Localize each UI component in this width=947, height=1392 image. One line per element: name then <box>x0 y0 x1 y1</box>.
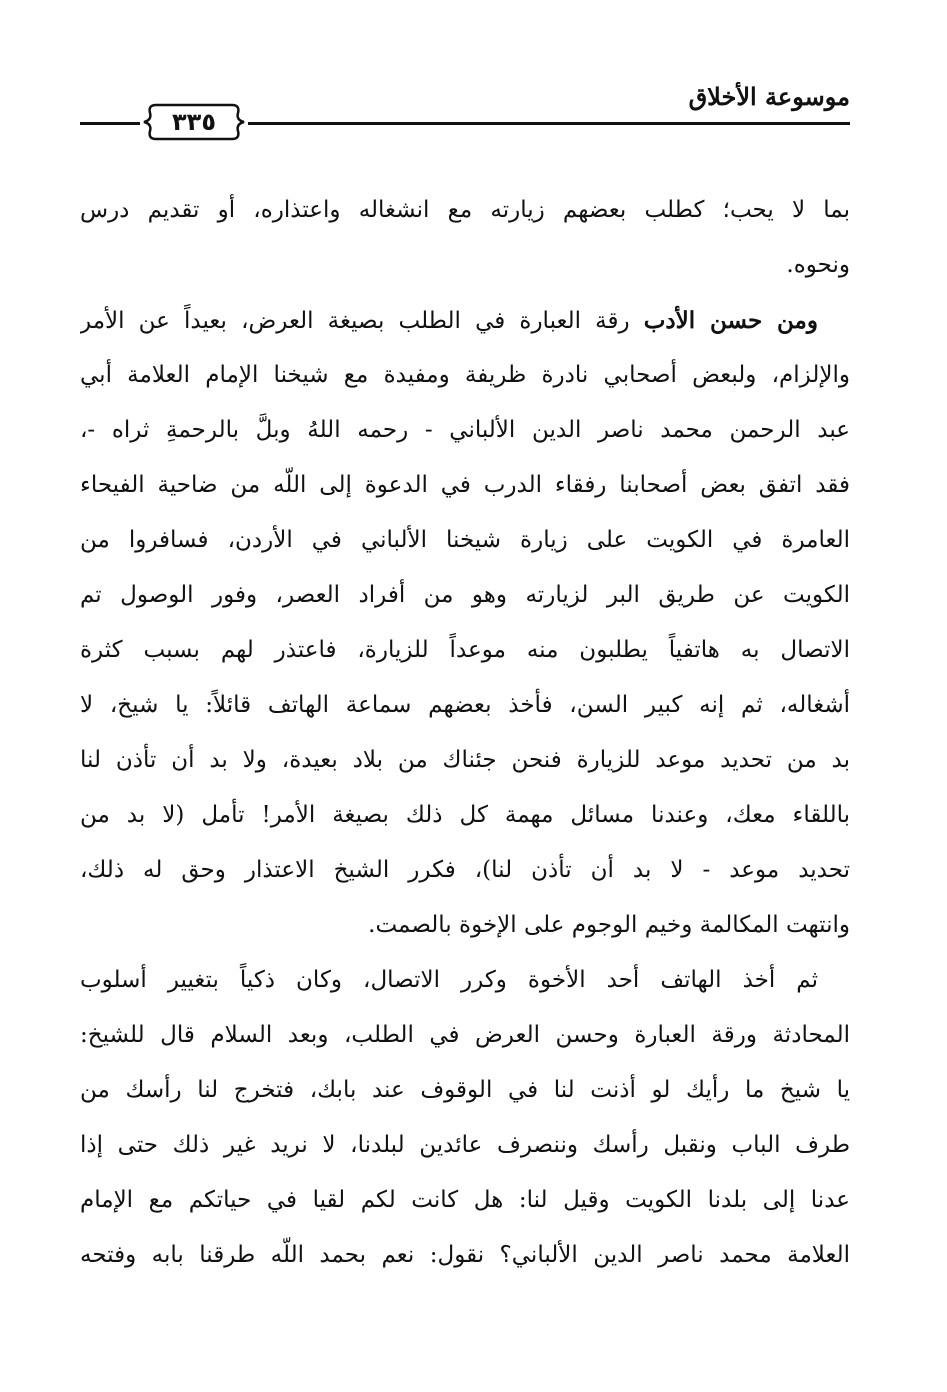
text-line: طرف الباب ونقبل رأسك وننصرف عائدين لبلدنا، لا نريد غير ذلك حتى إذا <box>80 1132 850 1158</box>
text-line: وانتهت المكالمة وخيم الوجوم على الإخوة بالصمت. <box>368 912 850 938</box>
header-rule-left <box>80 122 140 125</box>
text-line: الكويت عن طريق البر لزيارته وهو من أفراد العصر، وفور الوصول تم <box>80 582 850 608</box>
page-number: ٣٣٥ <box>172 108 216 136</box>
text-line <box>80 293 850 348</box>
text-line: أشغاله، ثم إنه كبير السن، فأخذ بعضهم سماعة الهاتف قائلاً: يا شيخ، لا <box>80 692 850 718</box>
text-line: باللقاء معك، وعندنا مسائل مهمة كل ذلك بصيغة الأمر! تأمل (لا بد من <box>80 802 850 828</box>
header-rule-right <box>248 122 850 125</box>
text-line: فقد اتفق بعض أصحابنا رفقاء الدرب في الدعوة إلى اللّه من ضاحية الفيحاء <box>80 472 850 498</box>
text-line: تحديد موعد - لا بد أن تأذن لنا)، فكرر الشيخ الاعتذار وحق له ذلك، <box>80 857 850 883</box>
text-line: يا شيخ ما رأيك لو أذنت لنا في الوقوف عند بابك، فتخرج لنا رأسك من <box>80 1077 850 1103</box>
text-line: عبد الرحمن محمد ناصر الدين الألباني - رحمه اللهُ وبلَّ بالرحمةِ ثراه -، <box>80 417 850 443</box>
bold-lead-phrase: ومن حسن الأدب <box>643 307 818 334</box>
text-line: ثم أخذ الهاتف أحد الأخوة وكرر الاتصال، وكان ذكياً بتغيير أسلوب <box>80 967 818 993</box>
main-text <box>80 183 850 1283</box>
text-line: عدنا إلى بلدنا الكويت وقيل لنا: هل كانت لكم لقيا في حياتكم مع الإمام <box>80 1187 850 1213</box>
book-title: موسوعة الأخلاق <box>688 82 850 111</box>
text-line: ونحوه. <box>786 252 850 278</box>
text-line: العامرة في الكويت على زيارة شيخنا الألباني في الأردن، فسافروا من <box>80 527 850 553</box>
page-header <box>80 70 850 140</box>
text-line: المحادثة ورقة العبارة وحسن العرض في الطلب، وبعد السلام قال للشيخ: <box>80 1022 850 1048</box>
text-line: العلامة محمد ناصر الدين الألباني؟ نقول: نعم بحمد اللّه طرقنا بابه وفتحه <box>80 1242 850 1268</box>
text-fragment: رقة العبارة في الطلب بصيغة العرض، بعيداً عن الأمر <box>80 308 644 334</box>
page-number-frame <box>142 102 246 142</box>
text-line: بد من تحديد موعد للزيارة فنحن جئناك من بلاد بعيدة، ولا بد أن تأذن لنا <box>80 747 850 773</box>
text-line: والإلزام، ولبعض أصحابي نادرة ظريفة ومفيدة مع شيخنا الإمام العلامة أبي <box>80 362 850 388</box>
text-line: الاتصال به هاتفياً يطلبون منه موعداً للزيارة، فاعتذر لهم بسبب كثرة <box>80 637 850 663</box>
text-line: بما لا يحب؛ كطلب بعضهم زيارته مع انشغاله واعتذاره، أو تقديم درس <box>80 197 850 223</box>
